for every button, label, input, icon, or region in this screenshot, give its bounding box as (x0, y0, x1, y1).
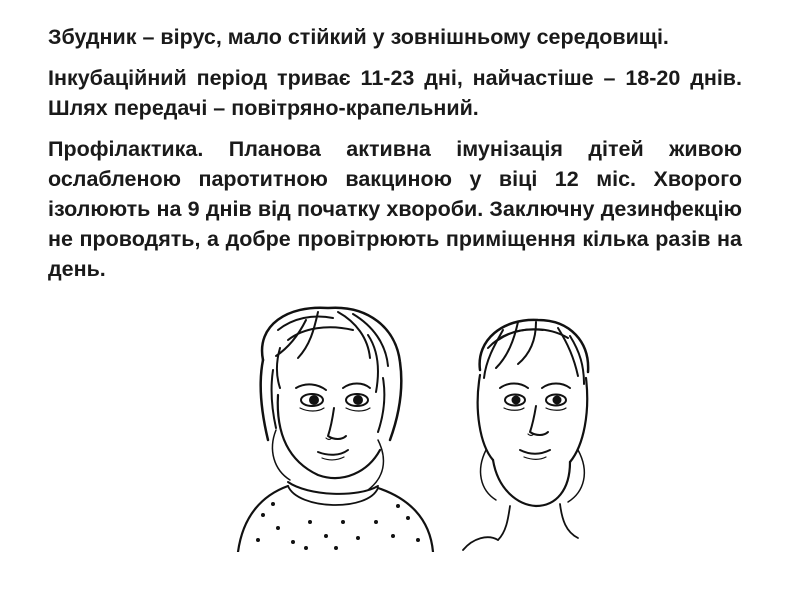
child-face-left (238, 308, 433, 552)
slide-text-block (48, 22, 742, 295)
paragraph-incubation: Інкубаційний період триває 11-23 дні, найчастіше – 18-20 днів. Шлях передачі – повітряно-крапельний. (48, 66, 742, 120)
paragraph-prevention: Профілактика. Планова активна імунізація дітей живою ослабленою паротитною вакциною у віці 12 міс. Хворого ізолюють на 9 днів від початку хвороби. Заключну дезинфекцію не проводять, а добре провітрюють приміщення кілька разів на день. (48, 137, 742, 281)
children-faces-illustration (218, 300, 598, 552)
paragraph-pathogen: Збудник – вірус, мало стійкий у зовнішньому середовищі. (48, 25, 669, 49)
child-face-right (463, 320, 588, 550)
